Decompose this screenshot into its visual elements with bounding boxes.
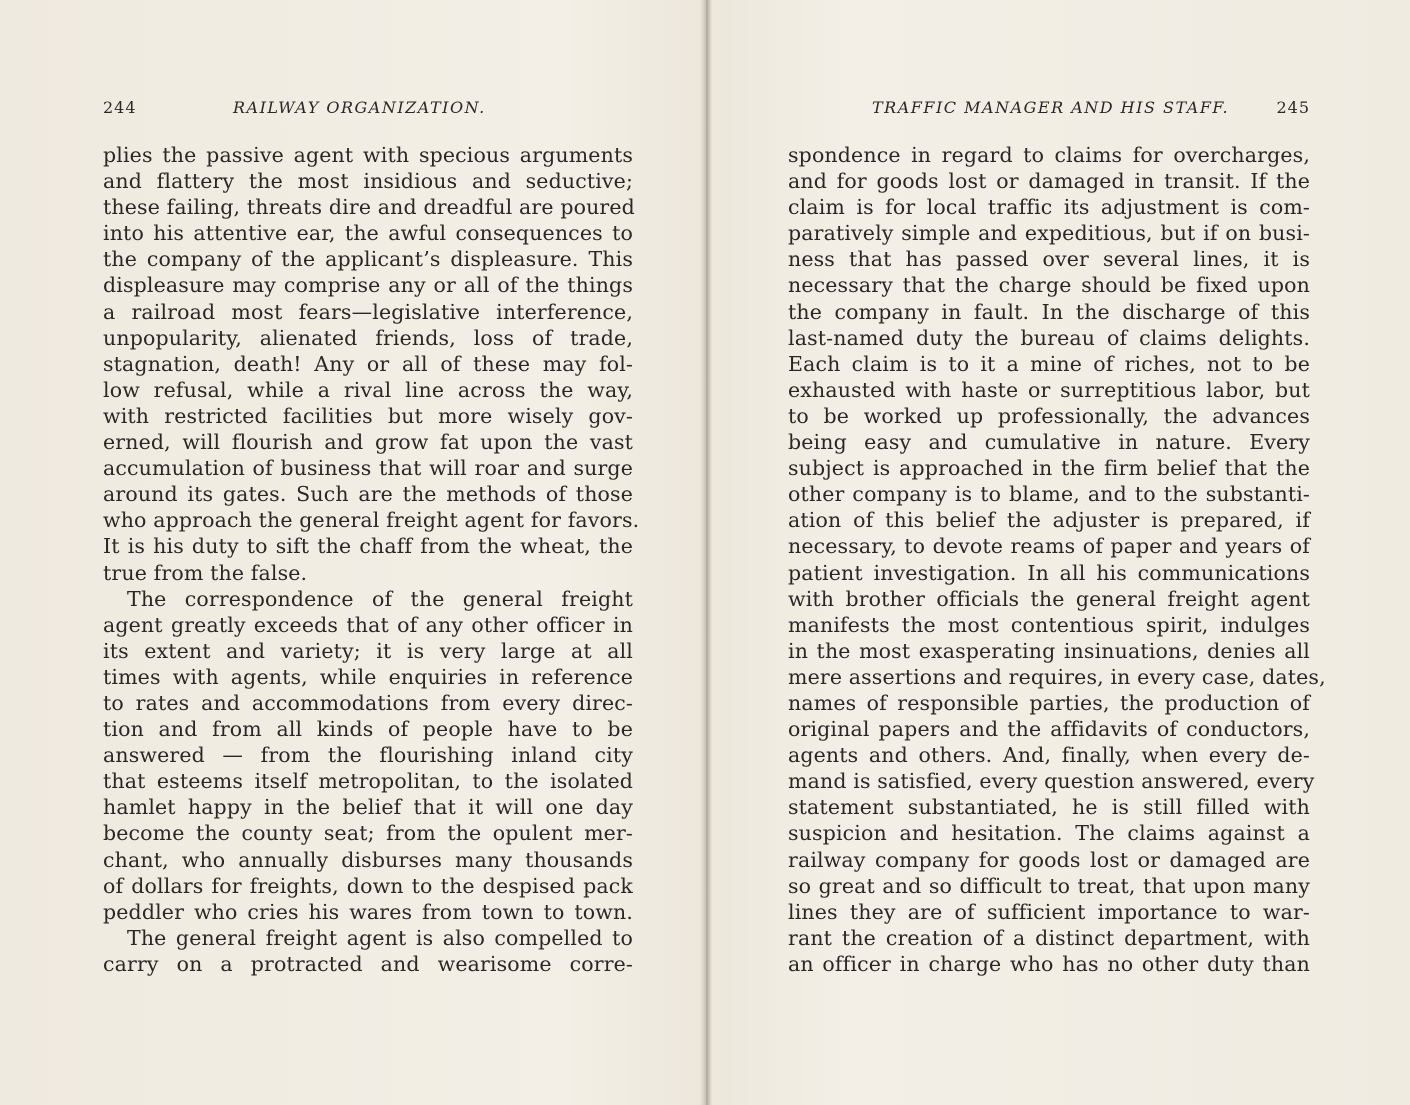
text-line: the company in fault. In the discharge of this [788,299,1310,324]
text-line: so great and so difficult to treat, that upon many [788,873,1310,898]
text-line: stagnation, death! Any or all of these may fol- [103,351,633,376]
text-line: tion and from all kinds of people have to be [103,717,633,742]
right-page [788,0,1326,1105]
text-line: true from the false. [103,560,308,585]
left-page-number: 244 [103,98,137,117]
text-line: manifests the most contentious spirit, indulges [788,612,1310,637]
text-line: unpopularity, alienated friends, loss of trade, [103,325,633,350]
text-line: in the most exasperating insinuations, denies all [788,638,1310,663]
text-line: claim is for local traffic its adjustment is com- [788,195,1310,220]
text-line: a railroad most fears—legislative interference, [103,299,633,324]
text-line: answered — from the flourishing inland city [103,743,633,768]
text-line: lines they are of sufficient importance to war- [788,899,1310,924]
text-line: paratively simple and expeditious, but if on busi- [788,221,1310,246]
text-line: original papers and the affidavits of conductors, [788,717,1310,742]
text-line: low refusal, while a rival line across the way, [103,377,633,402]
text-line: to be worked up professionally, the advances [788,403,1310,428]
text-line: agent greatly exceeds that of any other officer in [103,612,633,637]
text-line: the company of the applicant’s displeasure. This [103,247,633,272]
text-line: with restricted facilities but more wisely gov- [103,403,633,428]
text-line: accumulation of business that will roar and surge [103,456,633,481]
text-line: necessary that the charge should be fixed upon [788,273,1310,298]
right-running-head [788,98,1310,122]
text-line: chant, who annually disburses many thousands [103,847,633,872]
text-line: exhausted with haste or surreptitious labor, but [788,377,1310,402]
text-line: who approach the general freight agent for favors. [103,508,640,533]
text-line: patient investigation. In all his communications [788,560,1310,585]
text-line: spondence in regard to claims for overcharges, [788,143,1310,167]
text-line: rant the creation of a distinct department, with [788,925,1310,950]
text-line: other company is to blame, and to the substanti- [788,482,1310,507]
text-line: an officer in charge who has no other duty than [788,951,1310,976]
right-running-title: TRAFFIC MANAGER AND HIS STAFF. [872,98,1230,117]
text-line: become the county seat; from the opulent mer- [103,821,633,846]
text-line: around its gates. Such are the methods of those [103,482,633,507]
text-line: necessary, to devote reams of paper and years of [788,534,1310,559]
text-line: to rates and accommodations from every direc- [103,690,633,715]
text-line: The correspondence of the general freight [127,586,633,611]
text-line: peddler who cries his wares from town to town. [103,899,633,924]
left-running-head [103,98,633,122]
text-line: carry on a protracted and wearisome corre- [103,951,633,976]
text-line: of dollars for freights, down to the despised pack [103,873,633,898]
book-gutter [700,0,712,1105]
text-line: ation of this belief the adjuster is prepared, if [788,508,1310,533]
text-line: being easy and cumulative in nature. Every [788,430,1310,455]
text-line: and for goods lost or damaged in transit. If the [788,169,1310,194]
right-page-number: 245 [1276,98,1310,117]
text-line: its extent and variety; it is very large at all [103,638,633,663]
right-page-body [788,142,1326,977]
text-line: statement substantiated, he is still filled with [788,795,1310,820]
text-line: names of responsible parties, the production of [788,690,1310,715]
left-page-body [103,142,640,977]
text-line: ness that has passed over several lines, it is [788,247,1310,272]
text-line: these failing, threats dire and dreadful are poured [103,195,635,220]
text-line: agents and others. And, finally, when every de- [788,743,1310,768]
text-line: plies the passive agent with specious arguments [103,143,633,167]
text-line: last-named duty the bureau of claims delights. [788,325,1310,350]
text-line: It is his duty to sift the chaff from the wheat, the [103,534,633,559]
text-line: hamlet happy in the belief that it will one day [103,795,633,820]
text-line: with brother officials the general freight agent [788,586,1310,611]
left-running-title: RAILWAY ORGANIZATION. [233,98,486,117]
text-line: mand is satisfied, every question answered, every [788,769,1315,794]
text-line: times with agents, while enquiries in reference [103,664,633,689]
text-line: subject is approached in the firm belief that the [788,456,1310,481]
left-page [103,0,640,1105]
text-line: The general freight agent is also compelled to [127,925,633,950]
text-line: erned, will flourish and grow fat upon the vast [103,430,633,455]
text-line: Each claim is to it a mine of riches, not to be [788,351,1310,376]
text-line: and flattery the most insidious and seductive; [103,169,633,194]
text-line: railway company for goods lost or damaged are [788,847,1310,872]
text-line: that esteems itself metropolitan, to the isolated [103,769,633,794]
text-line: displeasure may comprise any or all of the things [103,273,633,298]
text-line: suspicion and hesitation. The claims against a [788,821,1310,846]
text-line: into his attentive ear, the awful consequences to [103,221,633,246]
text-line: mere assertions and requires, in every case, dates, [788,664,1326,689]
